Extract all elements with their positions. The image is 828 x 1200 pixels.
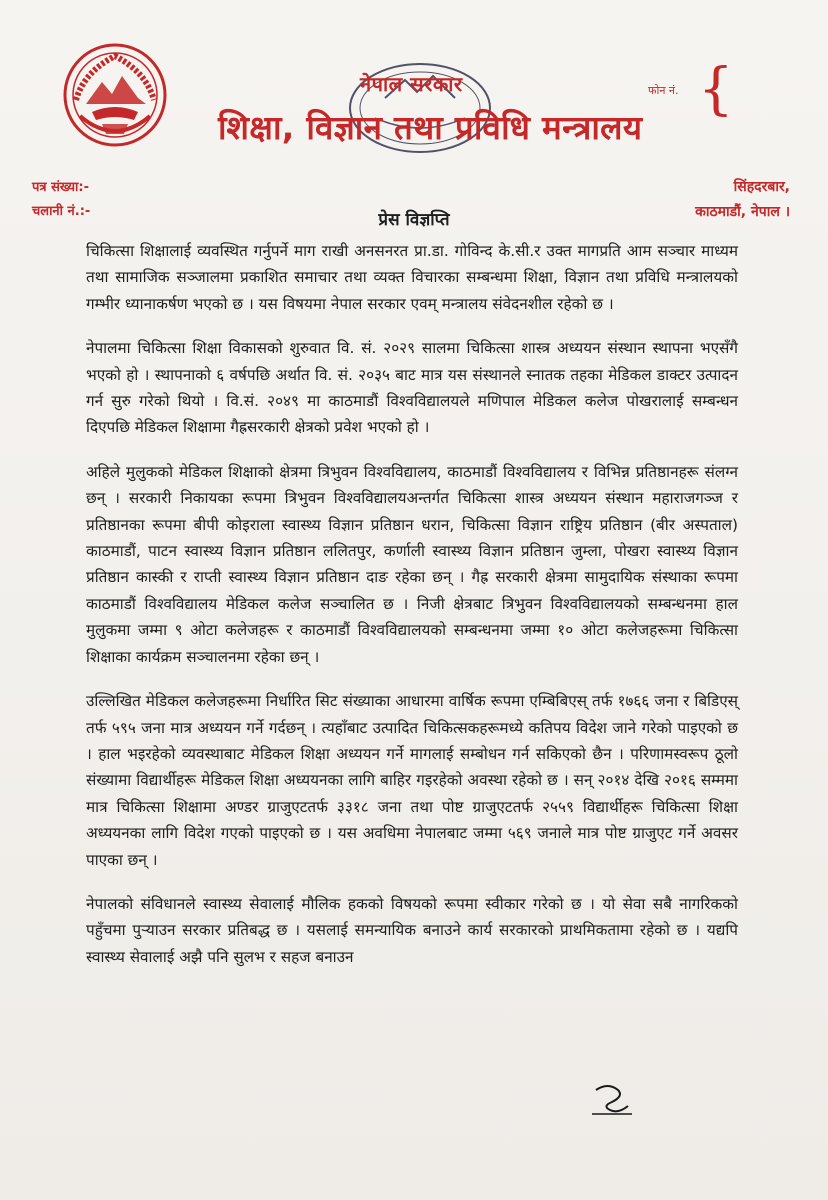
signature-icon bbox=[588, 1080, 638, 1120]
paragraph: नेपालमा चिकित्सा शिक्षा विकासको शुरुवात वि. सं. २०२९ सालमा चिकित्सा शास्त्र अध्ययन संस्थान स्थापना भएसँगै भएको हो । स्थापनाको ६ वर्षपछि अर्थात वि. सं. २०३५ बाट मात्र यस संस्थानले स्नातक तहका मेडिकल डाक्टर उत्पादन गर्न सुरु गरेको थियो । वि.सं. २०४९ मा काठमाडौं विश्वविद्यालयले मणिपाल मेडिकल कलेज पोखरालाई सम्बन्धन दिएपछि मेडिकल शिक्षामा गैह्रसरकारी क्षेत्रको प्रवेश भएको हो । bbox=[86, 339, 738, 437]
address-line-2: काठमाडौं, नेपाल । bbox=[695, 204, 790, 220]
paragraph: उल्लिखित मेडिकल कलेजहरूमा निर्धारित सिट संख्याका आधारमा वार्षिक रूपमा एम्बिबिएस् तर्फ १७६६ जना र बिडिएस् तर्फ ५९५ जना मात्र अध्ययन गर्ने गर्दछन् । त्यहाँबाट उत्पादित चिकित्सकहरूमध्ये कतिपय विदेश जाने गरेको पाइएको छ । हाल भइरहेको व्यवस्थाबाट मेडिकल शिक्षा अध्ययन गर्ने मागलाई सम्बोधन गर्न सकिएको छैन । परिणामस्वरूप ठूलो संख्यामा विद्यार्थीहरू मेडिकल शिक्षा अध्ययनका लागि बाहिर गइरहेको अवस्था रहेको छ । सन् २०१४ देखि २०१६ सम्ममा मात्र चिकित्सा शिक्षामा अण्डर ग्राजुएटतर्फ ३३१८ जना तथा पोष्ट ग्राजुएटतर्फ २५५९ विद्यार्थीहरू चिकित्सा शिक्षा अध्ययनका लागि विदेश गएको पाइएको छ । यस अवधिमा नेपालबाट जम्मा ५६९ जनाले मात्र पोष्ट ग्राजुएट गर्ने अवसर पाएका छन् । bbox=[86, 692, 738, 869]
document-title: प्रेस विज्ञप्ति bbox=[378, 210, 450, 230]
address-line-1: सिंहदरबार, bbox=[733, 179, 790, 195]
nepal-emblem-icon bbox=[62, 42, 168, 148]
phone-brace: { bbox=[698, 57, 734, 122]
document-body bbox=[86, 238, 738, 988]
paragraph: चिकित्सा शिक्षालाई व्यवस्थित गर्नुपर्ने माग राखी अनसनरत प्रा.डा. गोविन्द के.सी.र उक्त मागप्रति आम सञ्चार माध्यम तथा सामाजिक सञ्जालमा प्रकाशित समाचार तथा व्यक्त विचारका सम्बन्धमा शिक्षा, विज्ञान तथा प्रविधि मन्त्रालयको गम्भीर ध्यानाकर्षण भएको छ । यस विषयमा नेपाल सरकार एवम् मन्त्रालय संवेदनशील रहेको छ । bbox=[86, 242, 738, 313]
phone-label: फोन नं. bbox=[648, 84, 679, 97]
paragraph: अहिले मुलुकको मेडिकल शिक्षाको क्षेत्रमा त्रिभुवन विश्वविद्यालय, काठमाडौं विश्वविद्यालय र विभिन्न प्रतिष्ठानहरू संलग्न छन् । सरकारी निकायका रूपमा त्रिभुवन विश्वविद्यालयअन्तर्गत चिकित्सा शास्त्र अध्ययन संस्थान महाराजगञ्ज र प्रतिष्ठानका रूपमा बीपी कोइराला स्वास्थ्य विज्ञान प्रतिष्ठान धरान, चिकित्सा विज्ञान राष्ट्रिय प्रतिष्ठान (बीर अस्पताल) काठमाडौं, पाटन स्वास्थ्य विज्ञान प्रतिष्ठान ललितपुर, कर्णाली स्वास्थ्य विज्ञान प्रतिष्ठान जुम्ला, पोखरा स्वास्थ्य विज्ञान प्रतिष्ठान कास्की र राप्ती स्वास्थ्य विज्ञान प्रतिष्ठान दाङ रहेका छन् । गैह्र सरकारी क्षेत्रमा सामुदायिक संस्थाका रूपमा काठमाडौं विश्वविद्यालय मेडिकल कलेज सञ्चालित छ । निजी क्षेत्रबाट त्रिभुवन विश्वविद्यालयको सम्बन्धनमा हाल मुलुकमा जम्मा ९ ओटा कलेजहरू र काठमाडौं विश्वविद्यालयको सम्बन्धनमा जम्मा १० ओटा कलेजहरूमा चिकित्सा शिक्षाका कार्यक्रम सञ्चालनमा रहेका छन् । bbox=[86, 462, 738, 666]
ministry-name: शिक्षा, विज्ञान तथा प्रविधि मन्त्रालय bbox=[218, 108, 643, 147]
government-name: नेपाल सरकार bbox=[360, 72, 463, 96]
letter-number-label: पत्र संख्या:- bbox=[32, 180, 89, 195]
dispatch-number-label: चलानी नं.:- bbox=[32, 204, 91, 219]
paragraph: नेपालको संविधानले स्वास्थ्य सेवालाई मौलिक हकको विषयको रूपमा स्वीकार गरेको छ । यो सेवा सबै नागरिकको पहुँचमा पुऱ्याउन सरकार प्रतिबद्ध छ । यसलाई समन्यायिक बनाउने कार्य सरकारको प्राथमिकतामा रहेको छ । यद्यपि स्वास्थ्य सेवालाई अझै पनि सुलभ र सहज बनाउन bbox=[86, 894, 738, 966]
